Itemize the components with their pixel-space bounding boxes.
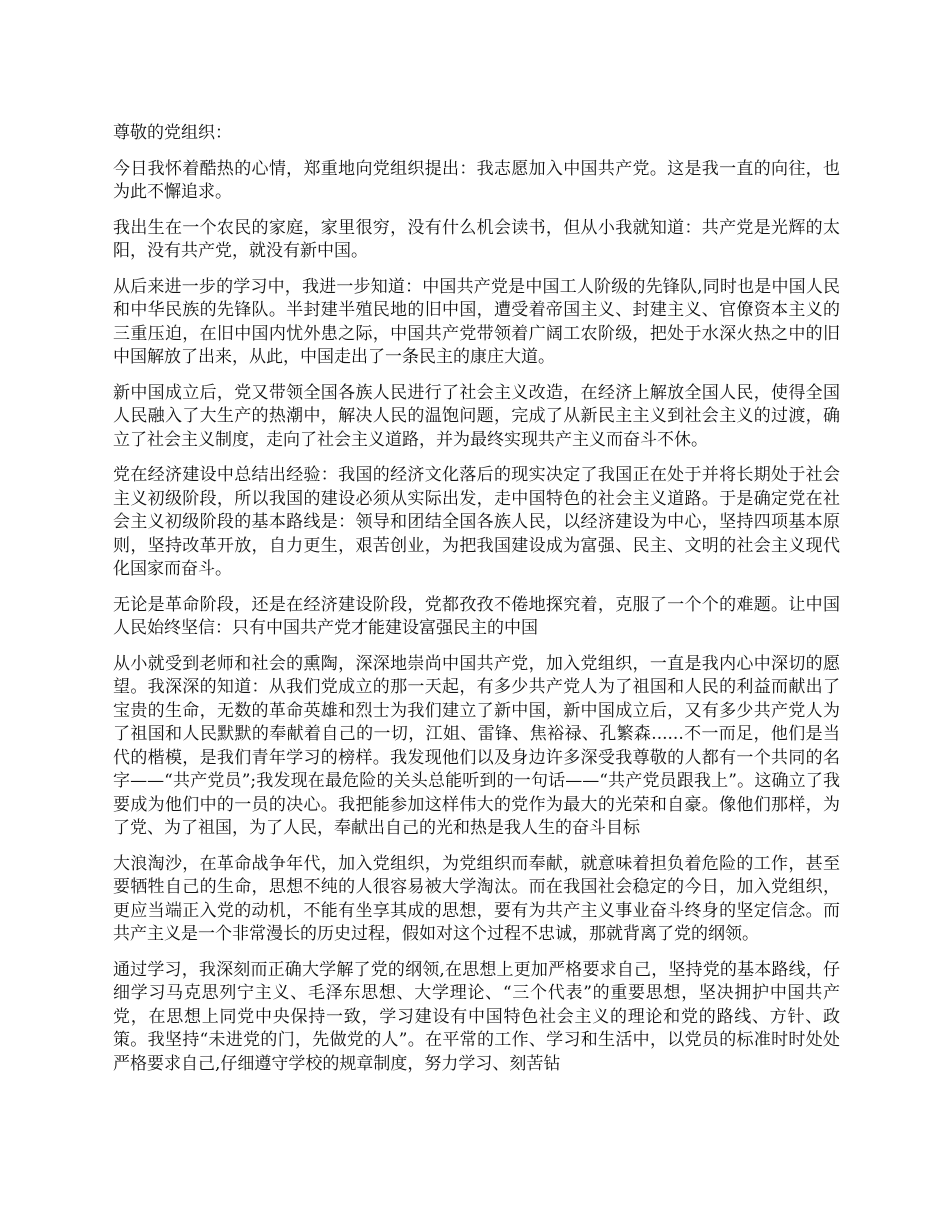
paragraph-4: 新中国成立后，党又带领全国各族人民进行了社会主义改造，在经济上解放全国人民，使得全国人民融入了大生产的热潮中，解决人民的温饱问题，完成了从新民主主义到社会主义的过渡，确立了社会主义制度，走向了社会主义道路，并为最终实现共产主义而奋斗不休。	[113, 382, 840, 450]
salutation: 尊敬的党组织：	[113, 123, 232, 143]
paragraph-5: 党在经济建设中总结出经验：我国的经济文化落后的现实决定了我国正在处于并将长期处于社会主义初级阶段，所以我国的建设必须从实际出发，走中国特色的社会主义道路。于是确定党在社会主义初级阶段的基本路线是：领导和团结全国各族人民，以经济建设为中心，坚持四项基本原则，坚持改革开放，自力更生，艰苦创业，为把我国建设成为富强、民主、文明的社会主义现代化国家而奋斗。	[113, 465, 840, 579]
paragraph-9: 通过学习，我深刻而正确大学解了党的纲领,在思想上更加严格要求自己，坚持党的基本路线，仔细学习马克思列宁主义、毛泽东思想、大学理论、“三个代表”的重要思想，坚决拥护中国共产党，在思想上同党中央保持一致，学习建设有中国特色社会主义的理论和党的路线、方针、政策。我坚持“未进党的门，先做党的人”。在平常的工作、学习和生活中，以党员的标准时时处处严格要求自己,仔细遵守学校的规章制度，努力学习、刻苦钻	[113, 959, 840, 1074]
paragraph-6: 无论是革命阶段，还是在经济建设阶段，党都孜孜不倦地探究着，克服了一个个的难题。让中国人民始终坚信：只有中国共产党才能建设富强民主的中国	[113, 594, 840, 638]
letter-body	[113, 122, 840, 1088]
paragraph-3: 从后来进一步的学习中，我进一步知道：中国共产党是中国工人阶级的先锋队,同时也是中国人民和中华民族的先锋队。半封建半殖民地的旧中国，遭受着帝国主义、封建主义、官僚资本主义的三重压迫，在旧中国内忧外患之际，中国共产党带领着广阔工农阶级，把处于水深火热之中的旧中国解放了出来，从此，中国走出了一条民主的康庄大道。	[113, 276, 840, 367]
paragraph-7: 从小就受到老师和社会的熏陶，深深地崇尚中国共产党，加入党组织，一直是我内心中深切的愿望。我深深的知道：从我们党成立的那一天起，有多少共产党人为了祖国和人民的利益而献出了宝贵的生命，无数的革命英雄和烈士为我们建立了新中国，新中国成立后，又有多少共产党人为了祖国和人民默默的奉献着自己的一切，江姐、雷锋、焦裕禄、孔繁森......不一而足，他们是当代的楷模，是我们青年学习的榜样。我发现他们以及身边许多深受我尊敬的人都有一个共同的名字——“共产党员”;我发现在最危险的关头总能听到的一句话——“共产党员跟我上”。这确立了我要成为他们中的一员的决心。我把能参加这样伟大的党作为最大的光荣和自豪。像他们那样，为了党、为了祖国，为了人民，奉献出自己的光和热是我人生的奋斗目标	[113, 653, 840, 838]
paragraph-1: 今日我怀着酷热的心情，郑重地向党组织提出：我志愿加入中国共产党。这是我一直的向往，也为此不懈追求。	[113, 158, 840, 202]
paragraph-8: 大浪淘沙，在革命战争年代，加入党组织，为党组织而奉献，就意味着担负着危险的工作，甚至要牺牲自己的生命，思想不纯的人很容易被大学淘汰。而在我国社会稳定的今日，加入党组织，更应当端正入党的动机，不能有坐享其成的思想，要有为共产主义事业奋斗终身的坚定信念。而共产主义是一个非常漫长的历史过程，假如对这个过程不忠诚，那就背离了党的纲领。	[113, 853, 840, 944]
paragraph-2: 我出生在一个农民的家庭，家里很穷，没有什么机会读书，但从小我就知道：共产党是光辉的太阳，没有共产党，就没有新中国。	[113, 217, 840, 261]
